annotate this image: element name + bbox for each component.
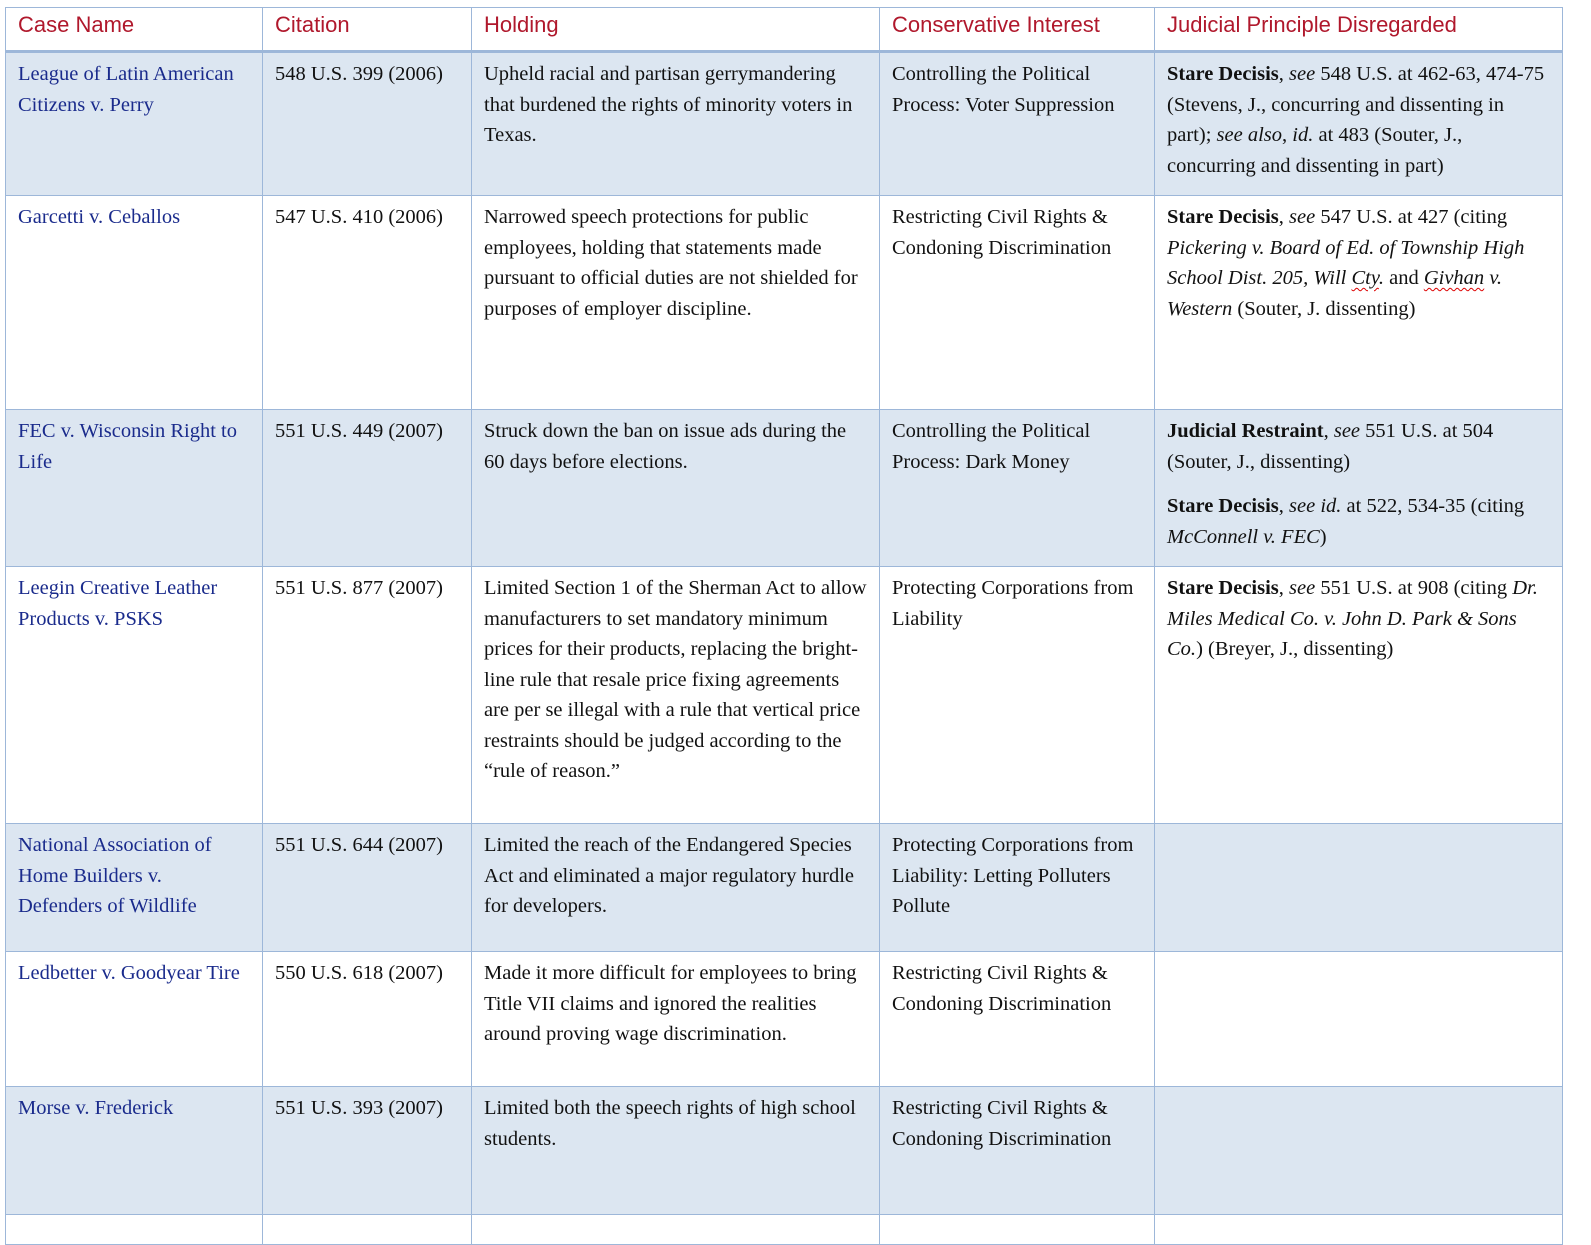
principle-text: , — [1278, 577, 1290, 599]
case-name-link[interactable]: Ledbetter v. Goodyear Tire — [6, 952, 263, 1087]
judicial-principle-cell — [1155, 567, 1563, 824]
conservative-interest-cell: Protecting Corporations from Liability — [880, 567, 1155, 824]
principle-paragraph — [1167, 573, 1550, 665]
principle-text: Givhan — [1423, 267, 1485, 289]
table-row — [6, 410, 1563, 567]
case-name-link[interactable]: Morse v. Frederick — [6, 1087, 263, 1215]
table-body — [6, 52, 1563, 1245]
table-row — [6, 952, 1563, 1087]
header-holding: Holding — [472, 8, 880, 52]
holding-cell: Limited the reach of the Endangered Species Act and eliminated a major regulatory hurdle for developers. — [472, 824, 880, 952]
principle-text: Judicial Restraint — [1167, 420, 1324, 442]
judicial-principle-cell — [1155, 1087, 1563, 1215]
principle-text: Dr. Miles Medical Co. v. John D. Park & Sons Co. — [1167, 577, 1538, 660]
principle-paragraph — [1167, 202, 1550, 324]
table-row — [6, 196, 1563, 410]
citation-cell: 551 U.S. 877 (2007) — [263, 567, 472, 824]
principle-text: Stare Decisis — [1167, 63, 1279, 85]
principle-text: Stare Decisis — [1167, 577, 1279, 599]
principle-paragraph — [1167, 59, 1550, 181]
citation-cell: 550 U.S. 618 (2007) — [263, 952, 472, 1087]
principle-text: at 483 (Souter, J., concurring and dissenting in part) — [1167, 124, 1463, 177]
conservative-interest-cell: Restricting Civil Rights & Condoning Discrimination — [880, 196, 1155, 410]
conservative-interest-cell: Controlling the Political Process: Voter Suppression — [880, 52, 1155, 196]
holding-cell: Limited Section 1 of the Sherman Act to allow manufacturers to set mandatory minimum prices for their products, replacing the bright-line rule that resale price fixing agreements are per se illegal with a rule that vertical price restraints should be judged according to the “rule of reason.” — [472, 567, 880, 824]
cases-table — [5, 7, 1563, 1245]
principle-text: (Souter, J. dissenting) — [1232, 297, 1416, 320]
judicial-principle-cell — [1155, 410, 1563, 567]
principle-text: 548 U.S. at 462-63, 474-75 (Stevens, J., concurring and dissenting in part); — [1167, 63, 1545, 146]
principle-text: , — [1278, 206, 1290, 228]
header-citation: Citation — [263, 8, 472, 52]
citation-cell: 551 U.S. 393 (2007) — [263, 1087, 472, 1215]
principle-text: . — [1378, 267, 1384, 289]
table-row — [6, 824, 1563, 952]
principle-text: id. — [1292, 124, 1314, 146]
conservative-interest-cell: Protecting Corporations from Liability: Letting Polluters Pollute — [880, 824, 1155, 952]
holding-cell: Made it more difficult for employees to bring Title VII claims and ignored the realities around proving wage discrimination. — [472, 952, 880, 1087]
table-row — [6, 1087, 1563, 1215]
principle-text: Stare Decisis — [1167, 495, 1279, 517]
header-case-name: Case Name — [6, 8, 263, 52]
table-row-partial — [6, 1215, 1563, 1245]
citation-cell: 547 U.S. 410 (2006) — [263, 196, 472, 410]
holding-cell: Limited both the speech rights of high school students. — [472, 1087, 880, 1215]
table-row — [6, 567, 1563, 824]
header-row — [6, 8, 1563, 52]
table-row — [6, 52, 1563, 196]
judicial-principle-cell — [1155, 824, 1563, 952]
principle-text: see — [1289, 577, 1316, 599]
conservative-interest-cell: Restricting Civil Rights & Condoning Discrimination — [880, 952, 1155, 1087]
empty-cell — [1155, 1215, 1563, 1245]
empty-cell — [880, 1215, 1155, 1245]
principle-text: see — [1289, 206, 1316, 228]
conservative-interest-cell: Controlling the Political Process: Dark Money — [880, 410, 1155, 567]
judicial-principle-cell — [1155, 196, 1563, 410]
empty-cell — [472, 1215, 880, 1245]
principle-text: see — [1333, 420, 1361, 442]
principle-text: see also — [1216, 124, 1283, 146]
case-name-link[interactable]: FEC v. Wisconsin Right to Life — [6, 410, 263, 567]
empty-cell — [263, 1215, 472, 1245]
case-name-link[interactable]: Leegin Creative Leather Products v. PSKS — [6, 567, 263, 824]
principle-paragraph — [1167, 416, 1550, 477]
principle-text: , — [1278, 495, 1290, 517]
citation-cell: 551 U.S. 449 (2007) — [263, 410, 472, 567]
citation-cell: 548 U.S. 399 (2006) — [263, 52, 472, 196]
empty-cell — [6, 1215, 263, 1245]
holding-cell: Struck down the ban on issue ads during the 60 days before elections. — [472, 410, 880, 567]
principle-text: Stare Decisis — [1167, 206, 1279, 228]
principle-text: at 522, 534-35 (citing — [1341, 495, 1525, 517]
principle-text: ) — [1319, 525, 1327, 548]
judicial-principle-cell — [1155, 52, 1563, 196]
principle-text: and — [1383, 267, 1424, 289]
case-name-link[interactable]: Garcetti v. Ceballos — [6, 196, 263, 410]
judicial-principle-cell — [1155, 952, 1563, 1087]
principle-paragraph — [1167, 491, 1550, 552]
case-name-link[interactable]: League of Latin American Citizens v. Perry — [6, 52, 263, 196]
principle-text: Pickering v. Board of Ed. of Township High School Dist. 205, Will — [1167, 236, 1525, 289]
header-judicial-principle: Judicial Principle Disregarded — [1155, 8, 1563, 52]
principle-text: see — [1289, 63, 1316, 85]
holding-cell: Upheld racial and partisan gerrymandering that burdened the rights of minority voters in Texas. — [472, 52, 880, 196]
header-conservative-interest: Conservative Interest — [880, 8, 1155, 52]
principle-text: v. Western — [1167, 267, 1503, 320]
principle-text: McConnell v. FEC — [1167, 525, 1320, 548]
conservative-interest-cell: Restricting Civil Rights & Condoning Discrimination — [880, 1087, 1155, 1215]
principle-text: Cty — [1351, 267, 1379, 289]
principle-text: 547 U.S. at 427 (citing — [1315, 206, 1508, 228]
holding-cell: Narrowed speech protections for public employees, holding that statements made pursuant to official duties are not shielded for purposes of employer discipline. — [472, 196, 880, 410]
case-name-link[interactable]: National Association of Home Builders v. Defenders of Wildlife — [6, 824, 263, 952]
principle-text: 551 U.S. at 504 (Souter, J., dissenting) — [1167, 420, 1494, 473]
principle-text: see id. — [1289, 495, 1342, 517]
citation-cell: 551 U.S. 644 (2007) — [263, 824, 472, 952]
principle-text: , — [1282, 124, 1293, 146]
principle-text: , — [1278, 63, 1290, 85]
principle-text: 551 U.S. at 908 (citing — [1315, 577, 1513, 599]
principle-text: , — [1323, 420, 1334, 442]
principle-text: ) (Breyer, J., dissenting) — [1196, 638, 1394, 660]
